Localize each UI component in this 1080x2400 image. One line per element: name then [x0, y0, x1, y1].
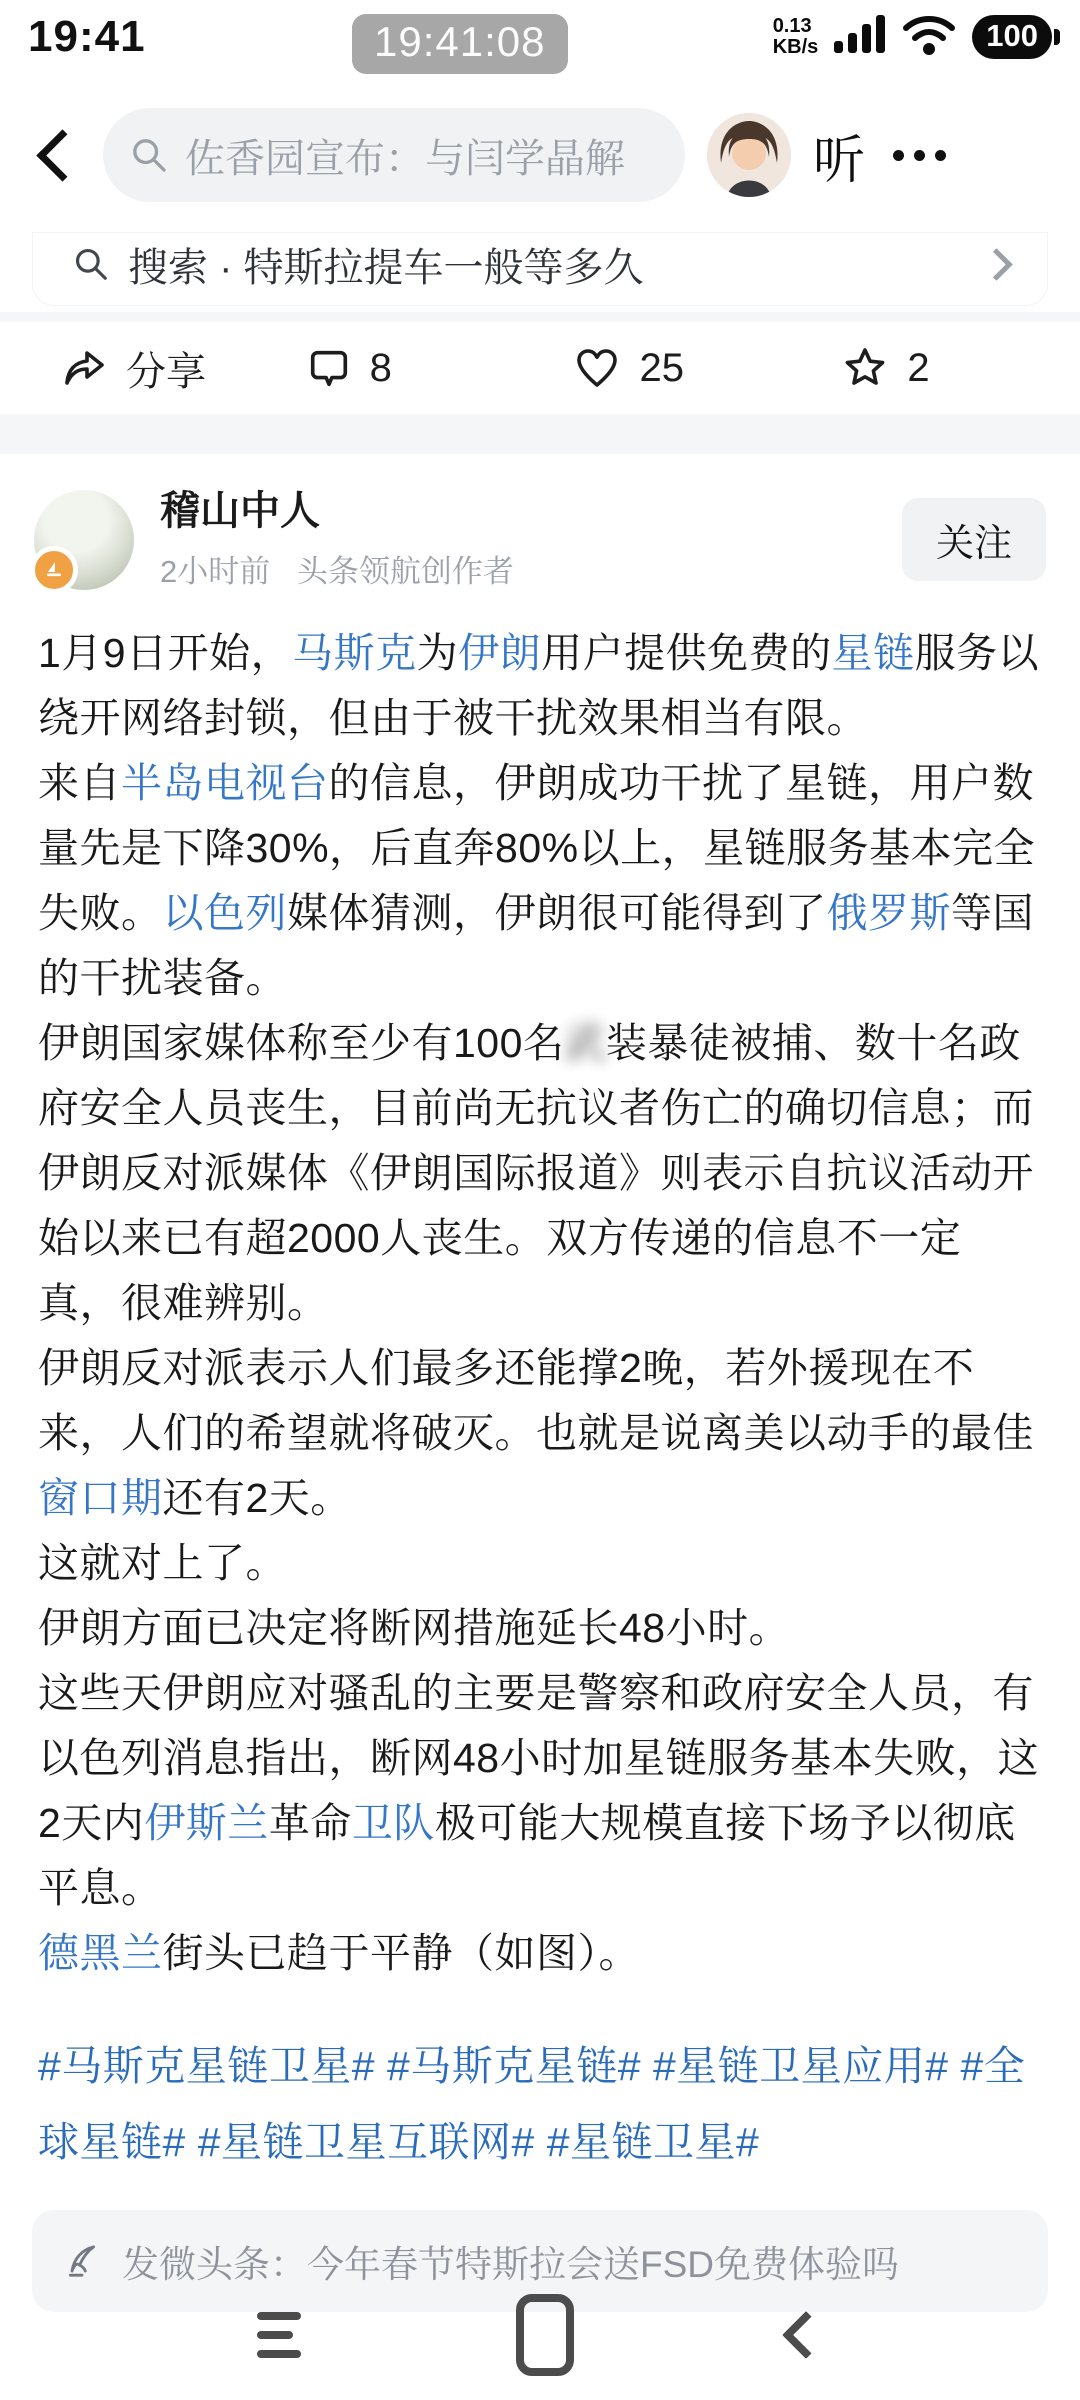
- back-chevron-icon[interactable]: [36, 129, 88, 181]
- search-input-text: 佐香园宣布：与闫学晶解: [185, 136, 625, 181]
- status-bar: [0, 0, 1080, 68]
- chevron-right-icon: [980, 248, 1013, 281]
- star-count: 2: [907, 345, 930, 390]
- inline-link[interactable]: 伊朗: [458, 630, 542, 676]
- action-bar: [0, 322, 1080, 414]
- post-paragraph: [38, 1011, 1042, 1336]
- inline-link[interactable]: 俄罗斯: [826, 890, 951, 936]
- paragraph-text: 极可能大规模直接下场予以彻底平息。: [38, 1800, 1016, 1911]
- paragraph-text: 伊朗国家媒体称至少有100名: [38, 1020, 565, 1066]
- star-button[interactable]: [841, 344, 1020, 392]
- like-count: 25: [639, 345, 684, 390]
- author-name[interactable]: 稽山中人: [160, 489, 320, 533]
- author-badge-label: 头条领航创作者: [296, 554, 514, 589]
- search-suggestion-row[interactable]: [32, 232, 1048, 306]
- censored-text: 武: [564, 1020, 606, 1066]
- author-avatar[interactable]: [34, 490, 134, 590]
- hashtag-links[interactable]: #马斯克星链卫星# #马斯克星链# #星链卫星应用# #全球星链# #星链卫星互联网# #星链卫星#: [38, 2043, 1026, 2165]
- share-button[interactable]: [60, 340, 306, 397]
- star-icon: [841, 344, 889, 392]
- home-icon[interactable]: [516, 2294, 574, 2376]
- composer-placeholder: 发微头条：今年春节特斯拉会送FSD免费体验吗: [122, 2244, 899, 2285]
- post-paragraph: [38, 1661, 1042, 1921]
- paragraph-text: 来自: [38, 760, 121, 806]
- author-meta: [160, 546, 902, 591]
- post-paragraph: [38, 751, 1042, 1011]
- inline-link[interactable]: 窗口期: [38, 1475, 163, 1521]
- listen-button[interactable]: 听: [813, 131, 866, 190]
- divider: [0, 312, 1080, 322]
- inline-link[interactable]: 卫队: [351, 1800, 435, 1846]
- author-info: [134, 488, 902, 591]
- section-divider: [0, 414, 1080, 454]
- share-label: 分享: [126, 349, 206, 394]
- paragraph-text: 媒体猜测，伊朗很可能得到了: [287, 890, 827, 936]
- inline-link[interactable]: 以色列: [162, 890, 287, 936]
- inline-link[interactable]: 半岛电视台: [121, 760, 329, 806]
- heart-icon: [573, 344, 621, 392]
- paragraph-text: 这就对上了。: [38, 1540, 287, 1586]
- network-speed-unit: KB/s: [772, 36, 819, 58]
- search-icon: [72, 245, 110, 283]
- paragraph-text: 这些天伊朗应对骚乱的主要是警察和政府安全人员，有以色列消息指出，断网48小时加星链服务基本失败，这2天内: [38, 1670, 1040, 1846]
- post-paragraph: [38, 1531, 1042, 1596]
- paragraph-text: 用户提供免费的: [541, 630, 832, 676]
- search-suggestion-label: 搜索 · 特斯拉提车一般等多久: [128, 245, 644, 290]
- post-body-text: [0, 591, 1080, 1986]
- comment-button[interactable]: [306, 345, 574, 391]
- inline-link[interactable]: 星链: [831, 630, 915, 676]
- paragraph-text: 装暴徒被捕、数十名政府安全人员丧生，目前尚无抗议者伤亡的确切信息；而伊朗反对派媒体《伊朗国际报道》则表示自抗议活动开始以来已有超2000人丧生。双方传递的信息不一定真，很难辨别。: [38, 1020, 1034, 1326]
- paragraph-text: 1月9日开始，: [38, 630, 293, 676]
- recents-icon[interactable]: [257, 2312, 301, 2358]
- network-speed-value: 0.13: [772, 15, 812, 37]
- post-paragraph: [38, 1921, 1042, 1986]
- paragraph-text: 革命: [268, 1800, 352, 1846]
- more-dots-icon[interactable]: [893, 150, 946, 161]
- clock-text: 19:41: [28, 12, 146, 61]
- paragraph-text: 伊朗方面已决定将断网措施延长48小时。: [38, 1605, 791, 1651]
- paragraph-text: 的信息，伊朗成功干扰了星链，用户数量先是下降30%，后直奔80%以上，星链服务基本完全失败。: [38, 760, 1036, 936]
- post-paragraph: [38, 1596, 1042, 1661]
- like-button[interactable]: [573, 344, 841, 392]
- network-speed: [773, 16, 819, 58]
- floating-clock-overlay: 19:41:08: [352, 14, 568, 74]
- signal-bars-icon: [834, 15, 886, 60]
- search-icon: [129, 135, 169, 175]
- paragraph-text: 为: [416, 630, 459, 676]
- wifi-icon: [902, 14, 956, 61]
- paragraph-text: 伊朗反对派表示人们最多还能撑2晚，若外援现在不来，人们的希望就将破灭。也就是说离美以动手的最佳: [38, 1345, 1034, 1456]
- battery-icon: 100: [972, 15, 1052, 59]
- status-icons: [773, 14, 1052, 61]
- share-icon: [60, 344, 108, 392]
- search-input[interactable]: [103, 108, 685, 202]
- author-row: [0, 488, 1080, 591]
- inline-link[interactable]: 伊斯兰: [144, 1800, 269, 1846]
- inline-link[interactable]: 马斯克: [292, 630, 417, 676]
- paragraph-text: 街头已趋于平静（如图）。: [162, 1930, 640, 1976]
- header: [0, 68, 1080, 202]
- creator-badge-icon: [30, 546, 78, 594]
- user-avatar[interactable]: [707, 113, 791, 197]
- comment-icon: [306, 345, 352, 391]
- comment-count: 8: [369, 345, 392, 390]
- android-nav-bar: [0, 2270, 1080, 2400]
- post-paragraph: [38, 621, 1042, 751]
- paragraph-text: 等国的干扰装备。: [38, 890, 1034, 1001]
- post-card: [0, 454, 1080, 2180]
- paragraph-text: 还有2天。: [162, 1475, 352, 1521]
- inline-link[interactable]: 德黑兰: [38, 1930, 163, 1976]
- paragraph-text: 服务以绕开网络封锁，但由于被干扰效果相当有限。: [38, 630, 1040, 741]
- post-paragraph: [38, 1336, 1042, 1531]
- back-icon[interactable]: [782, 2311, 830, 2359]
- follow-button[interactable]: 关注: [902, 498, 1046, 581]
- post-time: 2小时前: [160, 554, 271, 589]
